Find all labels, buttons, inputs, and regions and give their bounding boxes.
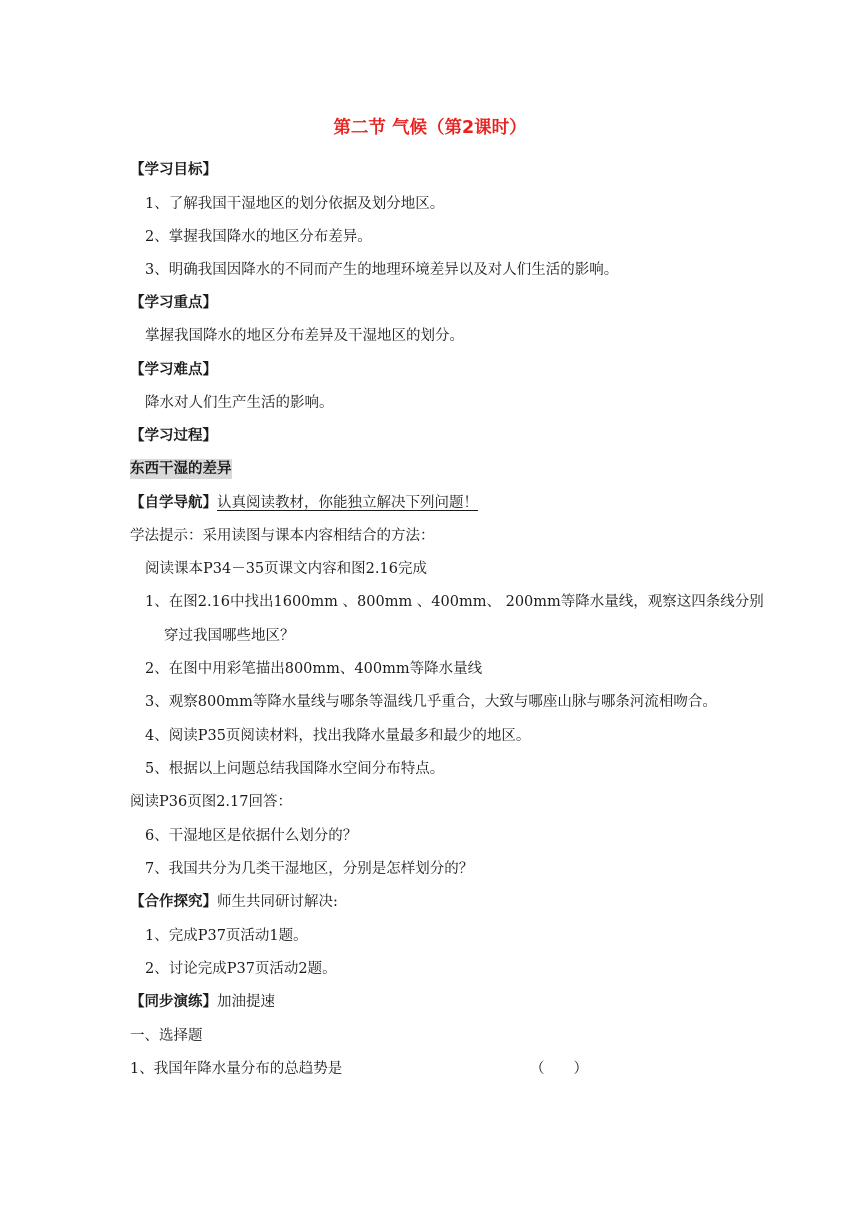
practice-text: 加油提速 — [217, 994, 275, 1010]
process-subheading: 东西干湿的差异 — [130, 461, 232, 477]
self-study-instruction: 认真阅读教材，你能独立解决下列问题！ — [217, 495, 478, 511]
objective-item-1: 1、了解我国干湿地区的划分依据及划分地区。 — [145, 196, 445, 212]
objective-item-3: 3、明确我国因降水的不同而产生的地理环境差异以及对人们生活的影响。 — [145, 262, 619, 278]
reading-instruction-2: 阅读P36页图2.17回答： — [130, 794, 292, 810]
cooperation-item-1: 1、完成P37页活动1题。 — [145, 928, 308, 944]
cooperation-label: 【合作探究】 — [130, 894, 217, 910]
key-points-text: 掌握我国降水的地区分布差异及干湿地区的划分。 — [145, 328, 464, 344]
question-7: 7、我国共分为几类干湿地区，分别是怎样划分的？ — [145, 861, 474, 877]
question-3: 3、观察800mm等降水量线与哪条等温线几乎重合，大致与哪座山脉与哪条河流相吻合。 — [145, 694, 717, 710]
difficulties-text: 降水对人们生产生活的影响。 — [145, 395, 334, 411]
practice-line — [130, 992, 275, 1012]
question-6: 6、干湿地区是依据什么划分的？ — [145, 828, 358, 844]
practice-question-1: 1、我国年降水量分布的总趋势是 — [130, 1061, 343, 1077]
key-points-heading: 【学习重点】 — [130, 295, 217, 311]
method-hint: 学法提示：采用读图与课本内容相结合的方法： — [130, 528, 435, 544]
question-5: 5、根据以上问题总结我国降水空间分布特点。 — [145, 761, 445, 777]
objectives-heading: 【学习目标】 — [130, 162, 217, 178]
practice-section: 一、选择题 — [130, 1028, 203, 1044]
self-study-label: 【自学导航】 — [130, 495, 217, 511]
cooperation-text: 师生共同研讨解决: — [217, 894, 338, 910]
answer-blank: （ ） — [530, 1061, 588, 1077]
question-2: 2、在图中用彩笔描出800mm、400mm等降水量线 — [145, 661, 483, 677]
question-4: 4、阅读P35页阅读材料，找出我降水量最多和最少的地区。 — [145, 728, 531, 744]
cooperation-item-2: 2、讨论完成P37页活动2题。 — [145, 961, 337, 977]
objective-item-2: 2、掌握我国降水的地区分布差异。 — [145, 229, 372, 245]
process-heading: 【学习过程】 — [130, 428, 217, 444]
cooperation-line — [130, 892, 338, 912]
question-1-continued: 穿过我国哪些地区？ — [164, 628, 295, 644]
practice-label: 【同步演练】 — [130, 994, 217, 1010]
self-study-line — [130, 493, 478, 513]
difficulties-heading: 【学习难点】 — [130, 362, 217, 378]
reading-instruction-1: 阅读课本P34－35页课文内容和图2.16完成 — [145, 561, 427, 577]
page-title: 第二节 气候（第2课时） — [333, 118, 527, 138]
question-1: 1、在图2.16中找出1600mm 、800mm 、400mm、 200mm等降水量线，观察这四条线分别 — [145, 594, 764, 610]
